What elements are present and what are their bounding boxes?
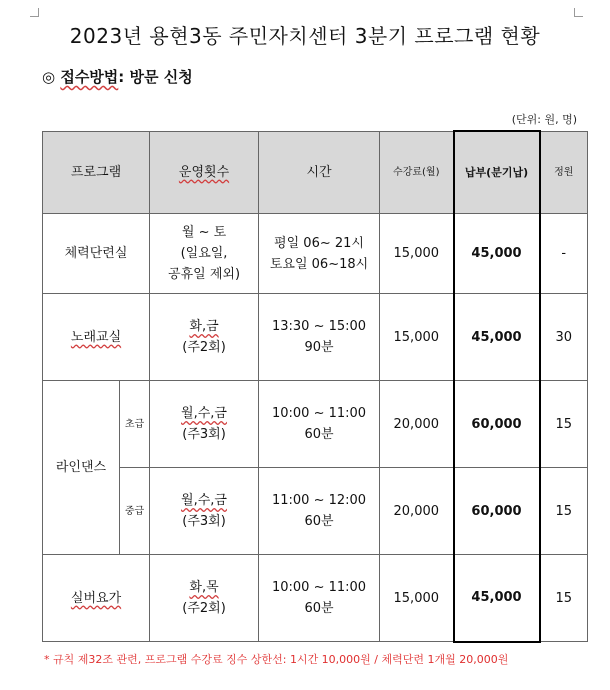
program-name <box>43 294 150 381</box>
capacity-cell: - <box>540 214 588 294</box>
payment-cell: 45,000 <box>454 294 540 381</box>
header-payment: 납부(분기납) <box>454 131 540 214</box>
program-table <box>42 130 588 643</box>
application-method-value: 방문 신청 <box>129 68 193 86</box>
header-frequency-label: 운영횟수 <box>178 164 230 180</box>
table-header-row <box>43 131 588 214</box>
fee-cap-footnote: * 규칙 제32조 관련, 프로그램 수강료 징수 상한선: 1시간 10,000원 / 체력단련 1개월 20,000원 <box>44 653 509 666</box>
table-row <box>43 294 588 381</box>
time-line: 10:00 ~ 11:00 <box>271 580 367 595</box>
page-corner-mark-right <box>574 8 583 17</box>
level-cell: 중급 <box>120 468 150 555</box>
capacity-cell: 15 <box>540 555 588 642</box>
frequency-cell <box>150 214 259 294</box>
frequency-line: (주2회) <box>182 340 226 355</box>
payment-cell: 45,000 <box>454 555 540 642</box>
frequency-line: (주3회) <box>182 427 226 442</box>
frequency-line: 월,수,금 <box>181 493 227 508</box>
page-corner-mark-left <box>30 8 39 17</box>
time-line: 토요일 06~18시 <box>269 256 369 272</box>
level-cell: 초급 <box>120 381 150 468</box>
application-method-separator: : <box>118 68 125 86</box>
fee-cell: 15,000 <box>380 555 454 642</box>
program-name <box>43 555 150 642</box>
header-time: 시간 <box>259 131 380 214</box>
time-cell <box>259 468 380 555</box>
program-name-label: 실버요가 <box>70 590 122 606</box>
program-name-label: 노래교실 <box>70 329 122 345</box>
frequency-line: 공휴일 제외) <box>168 267 241 282</box>
frequency-line: (주3회) <box>182 514 226 529</box>
bullet-icon: ◎ <box>42 68 56 86</box>
table-row <box>43 214 588 294</box>
program-name: 체력단련실 <box>43 214 150 294</box>
time-cell <box>259 294 380 381</box>
time-line: 60분 <box>304 427 334 442</box>
time-line: 평일 06~ 21시 <box>274 235 364 251</box>
time-cell <box>259 555 380 642</box>
time-cell <box>259 381 380 468</box>
frequency-line: 월,수,금 <box>181 406 227 421</box>
frequency-cell <box>150 294 259 381</box>
frequency-cell <box>150 555 259 642</box>
frequency-cell <box>150 468 259 555</box>
fee-cell: 15,000 <box>380 294 454 381</box>
table-row <box>43 381 588 468</box>
time-line: 10:00 ~ 11:00 <box>271 406 367 421</box>
fee-cell: 20,000 <box>380 468 454 555</box>
header-capacity: 정원 <box>540 131 588 214</box>
frequency-cell <box>150 381 259 468</box>
fee-cell: 20,000 <box>380 381 454 468</box>
header-frequency <box>150 131 259 214</box>
frequency-line: 화,금 <box>189 319 219 334</box>
application-method <box>42 66 193 87</box>
time-cell <box>259 214 380 294</box>
fee-cell: 15,000 <box>380 214 454 294</box>
document-title: 2023년 용현3동 주민자치센터 3분기 프로그램 현황 <box>69 24 541 48</box>
header-program: 프로그램 <box>43 131 150 214</box>
application-method-label: 접수방법 <box>60 68 119 86</box>
time-line: 11:00 ~ 12:00 <box>271 493 367 508</box>
time-line: 60분 <box>304 601 334 616</box>
frequency-line: (일요일, <box>180 246 228 261</box>
capacity-cell: 15 <box>540 468 588 555</box>
payment-cell: 60,000 <box>454 468 540 555</box>
table-row <box>43 555 588 642</box>
frequency-line: 월 ~ 토 <box>181 225 227 240</box>
header-fee: 수강료(월) <box>380 131 454 214</box>
unit-note: (단위: 원, 명) <box>511 113 577 126</box>
table-row <box>43 468 588 555</box>
payment-cell: 60,000 <box>454 381 540 468</box>
time-line: 13:30 ~ 15:00 <box>271 319 367 334</box>
time-line: 90분 <box>304 340 334 355</box>
capacity-cell: 15 <box>540 381 588 468</box>
capacity-cell: 30 <box>540 294 588 381</box>
time-line: 60분 <box>304 514 334 529</box>
program-name: 라인댄스 <box>43 381 120 555</box>
payment-cell: 45,000 <box>454 214 540 294</box>
frequency-line: 화,목 <box>189 580 219 595</box>
frequency-line: (주2회) <box>182 601 226 616</box>
